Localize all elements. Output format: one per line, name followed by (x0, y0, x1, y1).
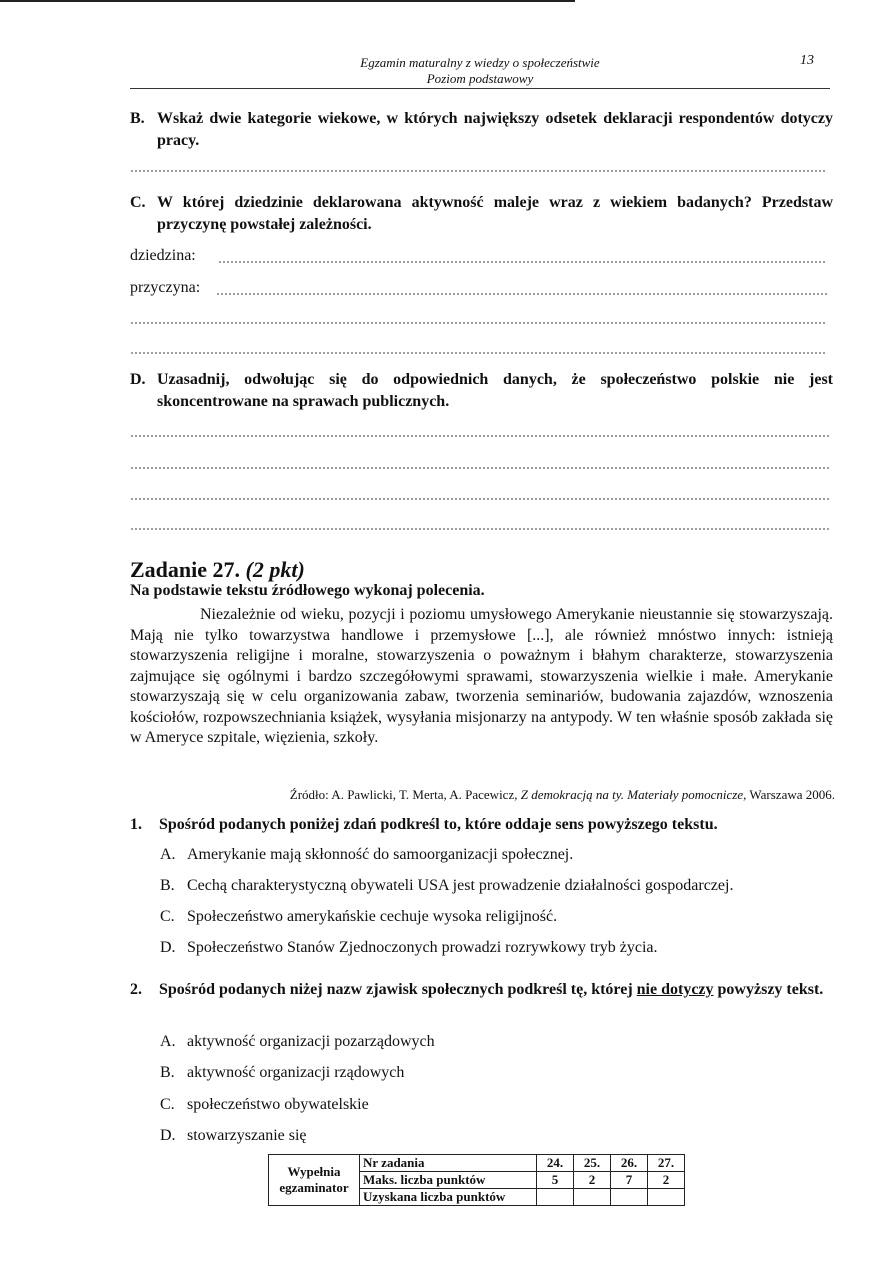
score-table-obtained-25[interactable] (574, 1189, 611, 1206)
top-border-line (0, 0, 575, 2)
header-exam-title: Egzamin maturalny z wiedzy o społeczeństwie (360, 55, 600, 70)
question-b (130, 108, 833, 152)
question-b-label: B. (130, 110, 145, 127)
answer-line-c-1[interactable] (130, 322, 827, 324)
score-table-task-27: 27. (648, 1155, 685, 1172)
task-27-points: (2 pkt) (245, 557, 305, 582)
task-27-instruction: Na podstawie tekstu źródłowego wykonaj polecenia. (130, 582, 485, 599)
score-table-max-25: 2 (574, 1172, 611, 1189)
subquestion-1-label: 1. (130, 816, 142, 833)
score-table-obtained-27[interactable] (648, 1189, 685, 1206)
score-table-fill-label: Wypełnia egzaminator (269, 1155, 360, 1206)
q1-option-d-text[interactable]: Społeczeństwo Stanów Zjednoczonych prowadzi rozrywkowy tryb życia. (187, 939, 658, 956)
subquestion-1 (130, 814, 833, 836)
question-b-text: Wskaż dwie kategorie wiekowe, w których największy odsetek deklaracji respondentów dotyczy pracy. (157, 110, 833, 149)
answer-line-d-2[interactable] (130, 467, 830, 469)
q1-option-c-text[interactable]: Społeczeństwo amerykańskie cechuje wysoka religijność. (187, 908, 558, 925)
source-citation (175, 787, 835, 803)
field-label-cause: przyczyna: (130, 279, 201, 296)
score-table (268, 1154, 685, 1206)
question-c (130, 192, 833, 236)
q2-option-a-letter: A. (160, 1033, 176, 1050)
question-c-text: W której dziedzinie deklarowana aktywność maleje wraz z wiekiem badanych? Przedstaw przyczynę powstałej zależności. (157, 194, 833, 233)
answer-line-c-2[interactable] (130, 352, 827, 354)
score-table-task-24: 24. (537, 1155, 574, 1172)
answer-line-d-4[interactable] (130, 528, 830, 530)
subquestion-2-label: 2. (130, 981, 142, 998)
source-title: Z demokracją na ty. Materiały pomocnicze, (520, 787, 747, 802)
task-27-title (130, 557, 305, 583)
score-table-max-24: 5 (537, 1172, 574, 1189)
question-d (130, 369, 833, 413)
score-table-obtained-24[interactable] (537, 1189, 574, 1206)
page-number: 13 (800, 53, 814, 68)
score-table-max-label: Maks. liczba punktów (360, 1172, 537, 1189)
q1-option-b-letter: B. (160, 877, 175, 894)
q1-option-a-text[interactable]: Amerykanie mają skłonność do samoorganizacji społecznej. (187, 846, 574, 863)
question-d-text: Uzasadnij, odwołując się do odpowiednich danych, że społeczeństwo polskie nie jest skoncentrowane na sprawach publicznych. (157, 371, 833, 410)
header-rule (130, 88, 830, 89)
score-table-obtained-26[interactable] (611, 1189, 648, 1206)
q2-option-c-text[interactable]: społeczeństwo obywatelskie (187, 1096, 369, 1113)
header-level: Poziom podstawowy (426, 71, 534, 86)
subquestion-2-text-end: powyższy tekst. (717, 981, 824, 998)
page-header (130, 55, 830, 87)
q2-option-c-letter: C. (160, 1096, 175, 1113)
field-label-domain: dziedzina: (130, 247, 196, 264)
score-table-task-26: 26. (611, 1155, 648, 1172)
q1-option-a-letter: A. (160, 846, 176, 863)
q1-option-c-letter: C. (160, 908, 175, 925)
answer-line-cause[interactable] (216, 293, 827, 295)
source-passage: Niezależnie od wieku, pozycji i poziomu umysłowego Amerykanie nieustannie się stowarzyszają. Mają nie tylko towarzystwa handlowe i przemysłowe [...], ale również mnóstwo innych: istnieją stowarzyszenia religijne i moralne, stowarzyszenia o poważnym i błahym charakterze, stowarzyszenia zajmujące się ogólnymi i bardzo szczegółowymi sprawami, stowarzyszenia wielkie i małe. Amerykanie stowarzyszają się w celu organizowania zabaw, tworzenia seminariów, budowania zajazdów, wznoszenia kościołów, rozpowszechniania książek, wysyłania misjonarzy na antypody. W ten właśnie sposób zakłada się w Ameryce szpitale, więzienia, szkoły. (130, 606, 833, 746)
question-c-label: C. (130, 194, 146, 211)
subquestion-2-text: Spośród podanych niżej nazw zjawisk społecznych podkreśl tę, której (159, 981, 633, 998)
task-27-number: Zadanie 27. (130, 557, 241, 582)
score-table-obtained-label: Uzyskana liczba punktów (360, 1189, 537, 1206)
q1-option-d-letter: D. (160, 939, 176, 956)
answer-line-d-1[interactable] (130, 435, 830, 437)
q2-option-a-text[interactable]: aktywność organizacji pozarządowych (187, 1033, 435, 1050)
subquestion-2-emphasis: nie dotyczy (636, 981, 714, 998)
subquestion-2 (130, 979, 835, 1001)
subquestion-1-text: Spośród podanych poniżej zdań podkreśl to, które oddaje sens powyższego tekstu. (159, 816, 718, 833)
answer-line-domain[interactable] (218, 261, 827, 263)
q1-option-b-text[interactable]: Cechą charakterystyczną obywateli USA jest prowadzenie działalności gospodarczej. (187, 877, 734, 894)
source-authors: Źródło: A. Pawlicki, T. Merta, A. Pacewicz, (289, 787, 518, 802)
q2-option-b-letter: B. (160, 1064, 175, 1081)
score-table-task-number-label: Nr zadania (360, 1155, 537, 1172)
question-d-label: D. (130, 371, 146, 388)
answer-line-d-3[interactable] (130, 498, 830, 500)
q2-option-b-text[interactable]: aktywność organizacji rządowych (187, 1064, 405, 1081)
q2-option-d-letter: D. (160, 1127, 176, 1144)
score-table-max-26: 7 (611, 1172, 648, 1189)
answer-line-b[interactable] (130, 170, 827, 172)
q2-option-d-text[interactable]: stowarzyszanie się (187, 1127, 307, 1144)
source-place-year: Warszawa 2006. (749, 787, 835, 802)
score-table-task-25: 25. (574, 1155, 611, 1172)
score-table-max-27: 2 (648, 1172, 685, 1189)
